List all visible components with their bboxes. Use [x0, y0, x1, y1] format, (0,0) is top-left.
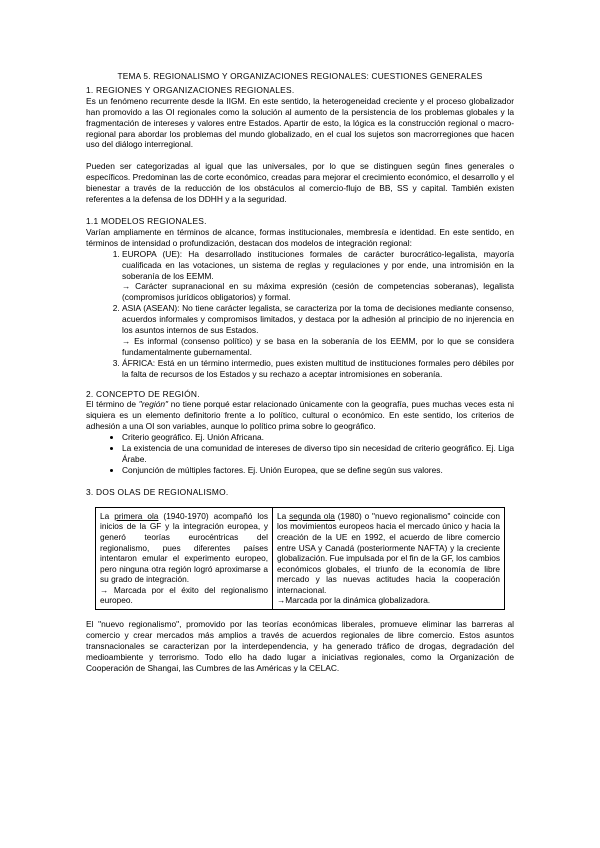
section-1-1-intro: Varían ampliamente en términos de alcance, formas institucionales, membresía e identidad. En este sentido, en términos de intensidad o profundización, destacan dos modelos de integración regional: [86, 226, 514, 248]
model-item-africa [122, 358, 514, 380]
second-wave-lead: La [277, 510, 290, 521]
section-1-paragraph-2: Pueden ser categorizadas al igual que las universales, por lo que se distinguen según fines generales o específicos. Predominan las de corte económico, creadas para mejorar el crecimiento económico, el desarrollo y el bienestar a través de la reducción de los obstáculos al comercio-flujo de BB, SS y capital. También existen referentes a la defensa de los DDHH y a la seguridad. [86, 161, 514, 205]
section-2-heading: 2. CONCEPTO DE REGIÓN. [86, 388, 200, 399]
first-wave-lead: La [100, 510, 115, 521]
regional-models-list [86, 249, 514, 380]
model-note: → Carácter supranacional en su máxima expresión (cesión de competencias soberanas), legalista (compromisos jurídicos obligatorios) y formal. [122, 281, 514, 303]
document-title: TEMA 5. REGIONALISMO Y ORGANIZACIONES REGIONALES: CUESTIONES GENERALES [117, 71, 483, 81]
section-3-closing: El "nuevo regionalismo", promovido por las teorías económicas liberales, promueve eliminar las barreras al comercio y crear mercados más amplios a través de acuerdos regionales de libre comercio. Estos asuntos transnacionales se caracterizan por la interdependencia, y ha generado tráfico de drogas, degradación del medioambiente y terrorismo. Todo ello ha dado lugar a iniciativas regionales, como la Organización de Cooperación de Shangai, las Cumbres de las Américas y la CELAC. [86, 619, 514, 673]
model-note: → Es informal (consenso político) y se basa en la soberanía de los EEMM, por lo que se considera fundamentalmente gubernamental. [122, 335, 514, 357]
section-1-1-heading: 1.1 MODELOS REGIONALES. [86, 215, 207, 226]
section-1-paragraph-1: Es un fenómeno recurrente desde la IIGM. En este sentido, la heterogeneidad creciente y el proceso globalizador han promovido a las OI regionales como la solución al aumento de la persistencia de los problemas globales y la fragmentación de intereses y valores entre Estados. Apartir de esto, la lógica es la construcción regional o macro-regional para abordar los problemas del mundo globalizado, en el cual los sujetos son macrorregiones que hacen uso del diálogo interregional. [86, 95, 514, 150]
section-1-heading: 1. REGIONES Y ORGANIZACIONES REGIONALES. [86, 84, 295, 95]
model-item-europe [122, 249, 514, 304]
waves-table [95, 507, 505, 610]
intro-text-a: El término de [86, 399, 139, 410]
intro-text-b: no tiene porqué estar relacionado únicamente con la geografía, pues muchas veces esta ni siquiera es un elemento definitorio frente a lo político, cultural o económico. En este sentido, los criterios de adhesión a una OI son variables, aunque lo político prima sobre lo geográfico. [86, 399, 514, 432]
first-wave-cell [96, 507, 273, 609]
second-wave-note: →Marcada por la dinámica globalizadora. [277, 595, 431, 606]
model-item-asia [122, 303, 514, 358]
region-criteria-list [86, 432, 514, 476]
model-text: ASIA (ASEAN): No tiene carácter legalista, se caracteriza por la toma de decisiones mediante consenso, acuerdos informales y compromisos limitados, y destaca por la adhesión al principio de no injerencia en los asuntos internos de sus Estados. [122, 303, 514, 336]
second-wave-label: segunda ola [289, 510, 335, 521]
model-text: ÁFRICA: Está en un término intermedio, pues existen multitud de instituciones formales pero débiles por la falta de recursos de los Estados y su rechazo a aceptar intromisiones en soberanía. [122, 357, 514, 379]
first-wave-text: (1940-1970) acompañó los inicios de la GF y la integración europea, y generó teorías eurocéntricas del regionalismo, pues diferentes países intentaron emular el experimento europeo, pero ninguna otra región logró aproximarse a su grado de integración. [100, 510, 268, 585]
second-wave-cell [273, 507, 505, 609]
table-row [96, 507, 505, 609]
intro-term: "región" [138, 399, 169, 410]
criteria-item: • Conjunción de múltiples factores. Ej. Unión Europea, que se define según sus valores. [122, 465, 514, 476]
section-2-intro [86, 399, 514, 432]
document-body [86, 71, 514, 674]
section-3-heading: 3. DOS OLAS DE REGIONALISMO. [86, 486, 229, 497]
second-wave-text: (1980) o "nuevo regionalismo" coincide con los movimientos europeos hacia el mercado único y hacia la creación de la UE en 1992, el acuerdo de libre comercio entre USA y Canadá (posteriormente NAFTA) y la creciente globalización. Fue impulsada por el fin de la GF, los cambios económicos globales, el triunfo de la economía de libre mercado y las nuevas actitudes hacia la cooperación internacional. [277, 510, 500, 595]
model-text: EUROPA (UE): Ha desarrollado instituciones formales de carácter burocrático-legalista, mayoría cualificada en las votaciones, un sistema de reglas y regulaciones y por ende, una intromisión en la soberanía de los EEMM. [122, 248, 514, 281]
criteria-item: • Criterio geográfico. Ej. Unión Africana. [122, 432, 514, 443]
first-wave-label: primera ola [114, 510, 159, 521]
criteria-item: • La existencia de una comunidad de intereses de diverso tipo sin necesidad de criterio geográfico. Ej. Liga Árabe. [122, 443, 514, 465]
first-wave-note: → Marcada por el éxito del regionalismo europeo. [100, 584, 268, 606]
